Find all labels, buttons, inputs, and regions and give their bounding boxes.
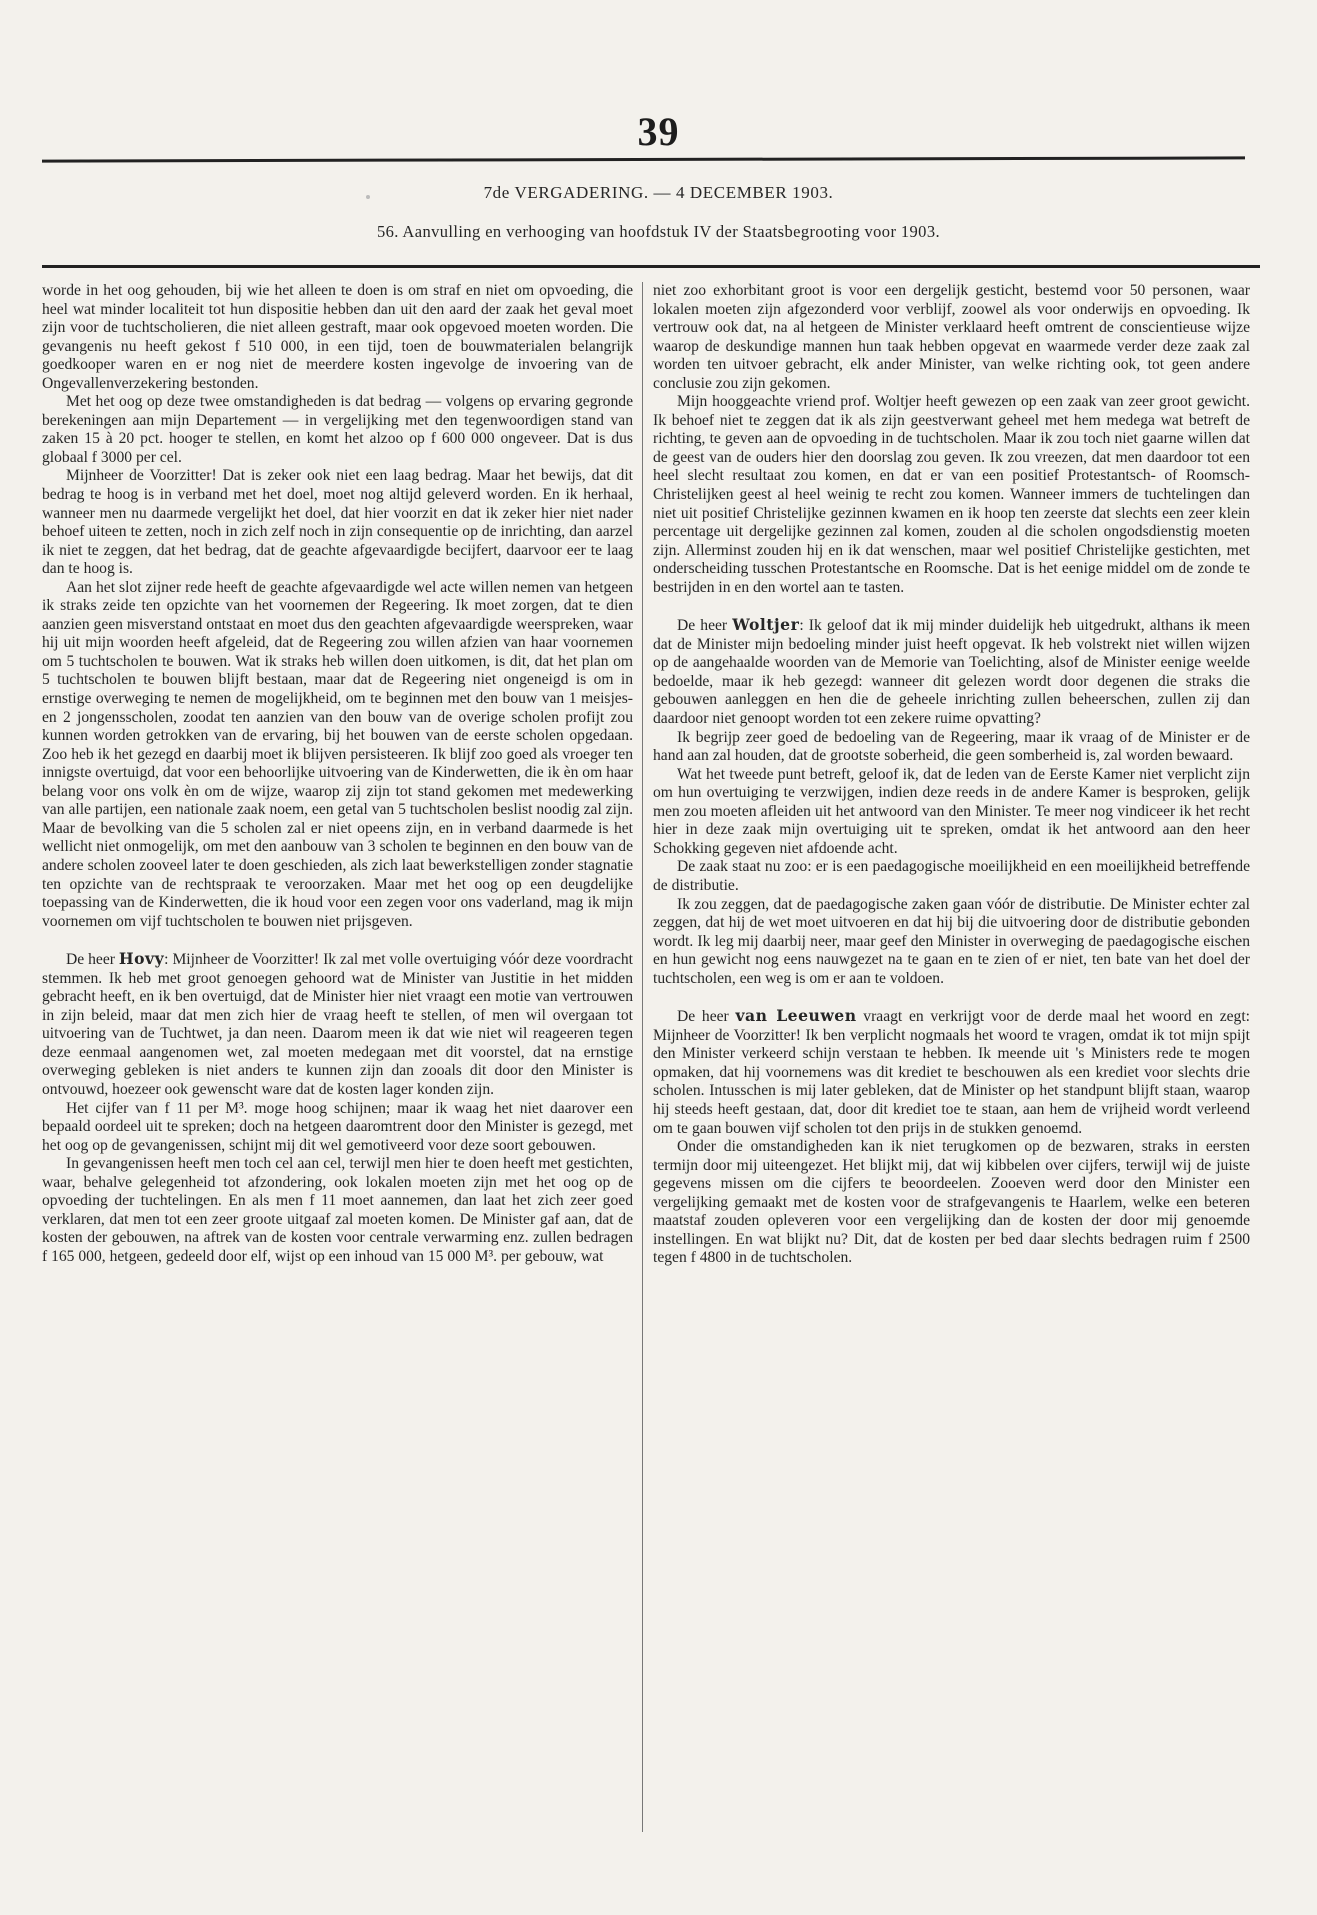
speaker-paragraph xyxy=(653,1007,1250,1138)
speaker-paragraph xyxy=(653,616,1250,728)
speaker-name: Hovy xyxy=(118,949,165,969)
paragraph: Aan het slot zijner rede heeft de geachte afgevaardigde wel acte willen nemen van hetgeen ik straks zeide ten opzichte van het voornemen der Regeering. Ik moet zorgen, dat te dien aanzien geen misverstand ontstaat en moet dus den geachten afgevaardigde weerspreken, waar hij uit mijn woorden heeft afgeleid, dat de Regeering zou willen afzien van haar voornemen om 5 tuchtscholen te bouwen. Wat ik straks heb willen doen uitkomen, is dit, dat het plan om 5 tuchtscholen te bouwen blijft bestaan, maar dat de Regeering niet ongeneigd is om in ernstige overweging te nemen de mogelijkheid, om te beginnen met den bouw van 1 meisjes- en 2 jongensscholen, zoodat ten aanzien van den bouw van de overige scholen profijt zou kunnen worden getrokken van de ervaring, bij het bouwen van de eerste scholen opgedaan. Zoo heb ik het gezegd en daarbij moet ik blijven persisteeren. Ik blijf zoo goed als vroeger ten innigste overtuigd, dat voor een behoorlijke uitvoering van de Kinderwetten, die ik èn om haar belang voor ons volk èn om de wijze, waarop zij zijn tot stand gekomen met medewerking van alle partijen, een nationale zaak noem, een getal van 5 tuchtscholen beslist noodig zal zijn. Maar de bevolking van die 5 scholen zal er niet opeens zijn, en in verband daarmede is het wellicht niet onmogelijk, om met den aanbouw van 3 scholen te beginnen en den bouw van de andere scholen zooveel later te doen geschieden, als zich laat bewerkstelligen zonder stagnatie ten opzichte van de rechtspraak te veroorzaken. Maar met het oog op een deugdelijke toepassing van de Kinderwetten, die ik houd voor een zegen voor ons vaderland, mag ik mijn voornemen om vijf tuchtscholen te bouwen niet prijsgeven. xyxy=(42,578,633,930)
speech-text: vraagt en verkrijgt voor de derde maal het woord en zegt: Mijnheer de Voorzitter! Ik ben verplicht nogmaals het woord te vragen, omdat ik tot mijn spijt den Minister verkeerd schijn verstaan te hebben. Ik meende uit 's Ministers rede te mogen opmaken, dat hij voornemens was dit krediet te beschouwen als een krediet voor slechts drie scholen. Intusschen is mij later gebleken, dat de Minister op het standpunt blijft staan, waarop hij steeds heeft gestaan, dat, door dit krediet toe te staan, aan hem de vrijheid wordt verleend om te gaan bouwen vijf scholen tot den prijs in de stukken genoemd. xyxy=(653,1008,1251,1137)
paragraph: Mijn hooggeachte vriend prof. Woltjer heeft gewezen op een zaak van zeer groot gewicht. Ik behoef niet te zeggen dat ik als zijn geestverwant geheel met hem medega wat betreft de richting, te geven aan de opvoeding in de tuchtscholen. Maar ik zou toch niet gaarne willen dat de geest van de ouders hier den doorslag zou geven. Ik zou vreezen, dat men daardoor tot een heel slecht resultaat zou komen, en dat er van een positief Protestantsch- of Roomsch-Christelijken geest al heel weinig te recht zou komen. Wanneer immers de tuchtelingen dan niet uit positief Christelijke gezinnen kwamen en ik hoop ten zeerste dat slechts een zeer klein percentage uit dergelijke gezinnen zal komen, zouden al die scholen ongodsdienstig moeten zijn. Allerminst zouden hij en ik dat wenschen, maar wel positief Christelijke gestichten, met onderscheiding tusschen Protestantsche en Roomsche. Dat is het eenige middel om de zonde te bestrijden in en den wortel aan te tasten. xyxy=(653,393,1250,596)
continued-paragraph: niet zoo exhorbitant groot is voor een dergelijk gesticht, bestemd voor 50 personen, waar lokalen moeten zijn afgezonderd voor verblijf, zoowel als voor onderwijs en opvoeding. Ik vertrouw ook dat, na al hetgeen de Minister verklaard heeft omtrent de conscientieuse wijze waarop de deskundige mannen hun taak hebben opgevat en waarmede verder deze zaak zal worden ten uitvoer gebracht, elk ander Minister, van welke richting ook, tot geen andere conclusie zou zijn gekomen. xyxy=(653,282,1250,392)
printing-smudge xyxy=(366,195,370,199)
column-divider xyxy=(642,282,643,1832)
paragraph: Ik begrijp zeer goed de bedoeling van de Regeering, maar ik vraag of de Minister er de hand aan zal houden, dat de grootste soberheid, die geen somberheid is, zal worden bewaard. xyxy=(653,728,1250,765)
paragraph: Het cijfer van f 11 per M³. moge hoog schijnen; maar ik waag het niet daarover een bepaald oordeel uit te spreken; doch na hetgeen daaromtrent door den Minister is gezegd, met het oog op de gevangenissen, schijnt mij dit wel gemotiveerd voor deze soort gebouwen. xyxy=(42,1099,633,1154)
session-heading: 7de VERGADERING. — 4 DECEMBER 1903. xyxy=(483,183,834,202)
speaker-prefix: De heer xyxy=(66,951,119,969)
paragraph: Mijnheer de Voorzitter! Dat is zeker ook niet een laag bedrag. Maar het bewijs, dat dit bedrag te hoog is in verband met het doel, moet nog altijd geleverd worden. En ik herhaal, wanneer men nu daarmede vergelijkt het doel, dat hier voorzit en dat ik zeker hier niet nader behoef uiteen te zetten, noch in zich zelf noch in zijn consequentie op de inrichting, dan aarzel ik niet te zeggen, dat het bedrag, dat de geachte afgevaardigde becijfert, daarvoor eer te laag dan te hoog is. xyxy=(42,467,633,578)
speaker-prefix: De heer xyxy=(677,1008,736,1026)
speaker-paragraph xyxy=(42,950,633,1099)
section-rule xyxy=(42,265,1260,268)
section-subheading: 56. Aanvulling en verhooging van hoofdstuk IV der Staatsbegrooting voor 1903. xyxy=(376,222,940,241)
paragraph: Ik zou zeggen, dat de paedagogische zaken gaan vóór de distributie. De Minister echter zal zeggen, dat hij de wet moet uitvoeren en dat hij bij die uitvoering door de distributie gebonden wordt. Ik leg mij daarbij neer, maar geef den Minister in overweging de paedagogische eischen en hun gewicht nog eens nauwgezet na te gaan en te zien of er niet, ten bate van het doel der tuchtscholen, een weg is om er aan te voldoen. xyxy=(653,895,1250,987)
speaker-prefix: De heer xyxy=(677,617,733,635)
speaker-name: Woltjer xyxy=(732,615,800,635)
speech-text: : Ik geloof dat ik mij minder duidelijk heb uitgedrukt, althans ik meen dat de Minister mijn bedoeling minder juist heeft opgevat. Ik heb volstrekt niet willen wijzen op de aangehaalde woorden van de Memorie van Toelichting, alsof de Minister eenige weelde bedoelde, maar ik heb gezegd: wanneer dit gelezen wordt door degenen die straks die gebouwen aanleggen en hen die de geheele inrichting zullen beheerschen, zullen zij dan daardoor niet genoopt worden tot een zekere ruime opvatting? xyxy=(653,617,1250,728)
speaker-name: van Leeuwen xyxy=(735,1006,857,1026)
paragraph: Onder die omstandigheden kan ik niet terugkomen op de bezwaren, straks in eersten termijn door mij uiteengezet. Het blijkt mij, dat wij kibbelen over cijfers, terwijl wij de juiste gegevens missen om die cijfers te beoordeelen. Zooeven werd door den Minister een vergelijking gemaakt met de kosten voor de strafgevangenis te Haarlem, welke een beteren maatstaf zouden opleveren voor een vergelijking dan de kosten der door mij genoemde instellingen. En wat blijkt nu? Dit, dat de kosten per bed daar slechts bedragen ruim f 2500 tegen f 4800 in de tuchtscholen. xyxy=(653,1138,1250,1267)
speech-text: : Mijnheer de Voorzitter! Ik zal met volle overtuiging vóór deze voordracht stemmen. Ik heb met groot genoegen gehoord wat de Minister van Justitie in het midden gebracht heeft, en ik ben overtuigd, dat de Minister hier niet vraagt een motie van vertrouwen in zijn beleid, maar dat men zich hier de vraag heeft te stellen, of men wil overgaan tot uitvoering van de Tuchtwet, ja dan neen. Daarom meen ik dat wie niet wil reageeren tegen deze eenmaal aangenomen wet, zal moeten medegaan met dit voorstel, dat na ernstige overweging gebleken is niet anders te kunnen zijn dan zooals dit door den Minister is ontvouwd, hoezeer ook gewenscht ware dat de kosten lager konden zijn. xyxy=(42,951,634,1098)
paragraph: De zaak staat nu zoo: er is een paedagogische moeilijkheid en een moeilijkheid betreffende de distributie. xyxy=(653,858,1250,894)
left-column xyxy=(42,282,633,1882)
right-column xyxy=(653,282,1251,1267)
header-rule xyxy=(42,156,1245,162)
paragraph: Met het oog op deze twee omstandigheden is dat bedrag — volgens op ervaring gegronde berekeningen aan mijn Departement — in vergelijking met den tegenwoordigen stand van zaken 15 à 20 pct. hooger te stellen, en komt het alzoo op f 600 000 ongeveer. Dat is dus globaal f 3000 per cel. xyxy=(42,393,633,466)
paragraph: Wat het tweede punt betreft, geloof ik, dat de leden van de Eerste Kamer niet verplicht zijn om hun overtuiging te verzwijgen, indien deze reeds in de andere Kamer is besproken, gelijk men zou moeten afleiden uit het antwoord van den Minister. Te meer nog vindiceer ik het recht hier in deze zaak mijn overtuiging uit te spreken, omdat ik het antwoord aan den heer Schokking gegeven niet afdoende acht. xyxy=(653,765,1250,857)
paragraph: In gevangenissen heeft men toch cel aan cel, terwijl men hier te doen heeft met gestichten, waar, behalve gelegenheid tot afzondering, ook lokalen moeten zijn met het oog op de opvoeding der tuchtelingen. En als men f 11 moet aannemen, dan laat het zich zeer goed verklaren, dat men tot een zeer groote uitgaaf zal moeten komen. De Minister gaf aan, dat de kosten der gebouwen, na aftrek van de kosten voor centrale verwarming enz. zullen bedragen f 165 000, hetgeen, gedeeld door elf, wijst op een inhoud van 15 000 M³. per gebouw, wat xyxy=(42,1155,633,1265)
continued-paragraph: worde in het oog gehouden, bij wie het alleen te doen is om straf en niet om opvoeding, die heel wat minder localiteit tot hun dispositie hebben dan uit den aard der zaak het geval moet zijn voor de tuchtscholieren, die niet alleen gestraft, maar ook opgevoed moeten worden. Die gevangenis nu heeft gekost f 510 000, in een tijd, toen de bouwmaterialen belangrijk goedkooper waren en er nog niet de meerdere kosten ingevolge de invoering van de Ongevallenverzekering bestonden. xyxy=(42,282,633,392)
page-number: 39 xyxy=(637,109,680,154)
